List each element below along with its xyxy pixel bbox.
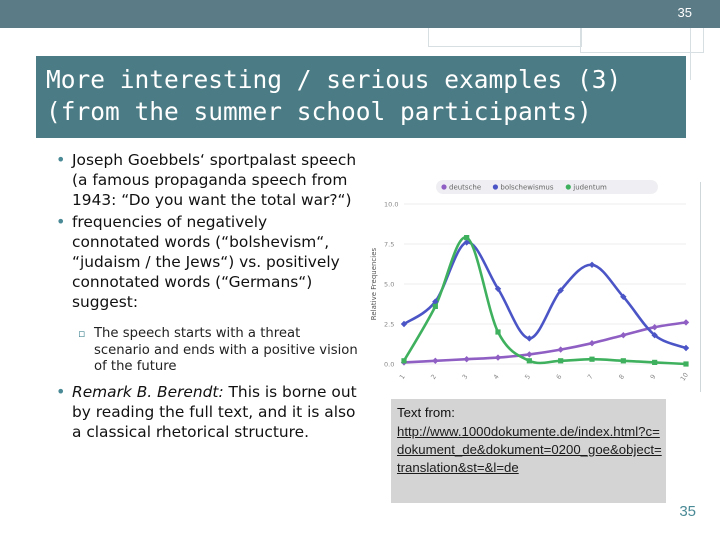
- legend-swatch: [441, 184, 446, 189]
- data-point-deutsche: [651, 324, 657, 330]
- data-point-deutsche: [683, 319, 689, 325]
- legend-swatch: [493, 184, 498, 189]
- y-tick-label: 10.0: [384, 200, 399, 209]
- legend-label: judentum: [573, 183, 607, 192]
- data-point-deutsche: [526, 351, 532, 357]
- data-point-judentum: [683, 361, 688, 366]
- frequency-chart: [360, 170, 700, 388]
- y-axis-label: Relative Frequencies: [370, 247, 378, 321]
- bullet-text: Joseph Goebbels‘ sportpalast speech (a famous propaganda speech from 1943: “Do you want the total war?“): [72, 151, 357, 209]
- y-tick-label: 7.5: [384, 240, 395, 249]
- data-point-deutsche: [557, 346, 563, 352]
- bullet-icon: •: [56, 150, 66, 169]
- data-point-bolschewismus: [683, 345, 689, 351]
- data-point-judentum: [433, 304, 438, 309]
- x-tick-label: 4: [491, 372, 501, 381]
- x-tick-label: 8: [617, 372, 627, 381]
- data-point-deutsche: [620, 332, 626, 338]
- chart-legend: [436, 180, 658, 194]
- data-point-judentum: [621, 358, 626, 363]
- decor-line: [690, 28, 720, 80]
- x-tick-label: 6: [554, 372, 564, 381]
- x-tick-label: 7: [585, 372, 595, 381]
- title-line-2: (from the summer school participants): [46, 97, 592, 126]
- legend-swatch: [566, 184, 571, 189]
- bullet-icon: •: [56, 212, 66, 231]
- y-tick-label: 0.0: [384, 360, 395, 369]
- data-point-judentum: [589, 357, 594, 362]
- header-page-number: 35: [677, 5, 692, 20]
- square-bullet-icon: ▫: [78, 327, 86, 340]
- footer-page-number: 35: [679, 503, 696, 520]
- bullet-item: [36, 212, 358, 312]
- legend-label: deutsche: [449, 183, 482, 192]
- data-point-deutsche: [495, 354, 501, 360]
- series-line-deutsche: [404, 322, 686, 362]
- slide-title: [46, 64, 621, 128]
- bullet-item: [36, 382, 358, 442]
- x-tick-label: 9: [648, 372, 658, 381]
- data-point-judentum: [652, 360, 657, 365]
- y-tick-label: 2.5: [384, 320, 395, 329]
- bullet-item: [36, 150, 358, 210]
- data-point-judentum: [527, 358, 532, 363]
- slide-content: [36, 150, 358, 444]
- source-link[interactable]: http://www.1000dokumente.de/index.html?c=dokument_de&dokument=0200_goe&object=translation&st=&l=de: [397, 424, 662, 475]
- legend-label: bolschewismus: [500, 183, 554, 192]
- x-tick-label: 2: [429, 372, 439, 381]
- x-tick-label: 5: [523, 372, 533, 381]
- sub-bullet-text: The speech starts with a threat scenario and ends with a positive vision of the future: [94, 326, 358, 374]
- data-point-judentum: [401, 358, 406, 363]
- chart-frame: [700, 182, 705, 392]
- title-box: [36, 56, 686, 138]
- data-point-deutsche: [463, 356, 469, 362]
- source-box: [391, 399, 666, 503]
- data-point-deutsche: [432, 358, 438, 364]
- top-bar: [0, 0, 720, 28]
- series-line-bolschewismus: [404, 242, 686, 348]
- x-tick-label: 10: [678, 371, 691, 383]
- data-point-deutsche: [589, 340, 595, 346]
- data-point-judentum: [558, 358, 563, 363]
- sub-bullet-item: [36, 326, 358, 376]
- decor-block: [580, 28, 704, 53]
- title-line-1: More interesting / serious examples (3): [46, 65, 622, 94]
- y-tick-label: 5.0: [384, 280, 395, 289]
- bullet-icon: •: [56, 381, 66, 401]
- decor-block: [428, 28, 582, 47]
- data-point-judentum: [464, 235, 469, 240]
- remark-lead: Remark B. Berendt:: [72, 382, 224, 401]
- data-point-judentum: [495, 329, 500, 334]
- bullet-text: frequencies of negatively connotated words (“bolshevism“, “judaism / the Jews“) vs. positively connotated words (“Germans“) suggest:: [72, 213, 340, 311]
- x-tick-label: 3: [460, 372, 470, 381]
- data-point-bolschewismus: [526, 335, 532, 341]
- series-line-judentum: [404, 237, 686, 364]
- source-label: Text from:: [397, 405, 455, 420]
- x-tick-label: 1: [397, 372, 407, 381]
- data-point-bolschewismus: [589, 262, 595, 268]
- remark-text: This is borne out by reading the full text, and it is also a classical rhetorical structure.: [72, 382, 357, 441]
